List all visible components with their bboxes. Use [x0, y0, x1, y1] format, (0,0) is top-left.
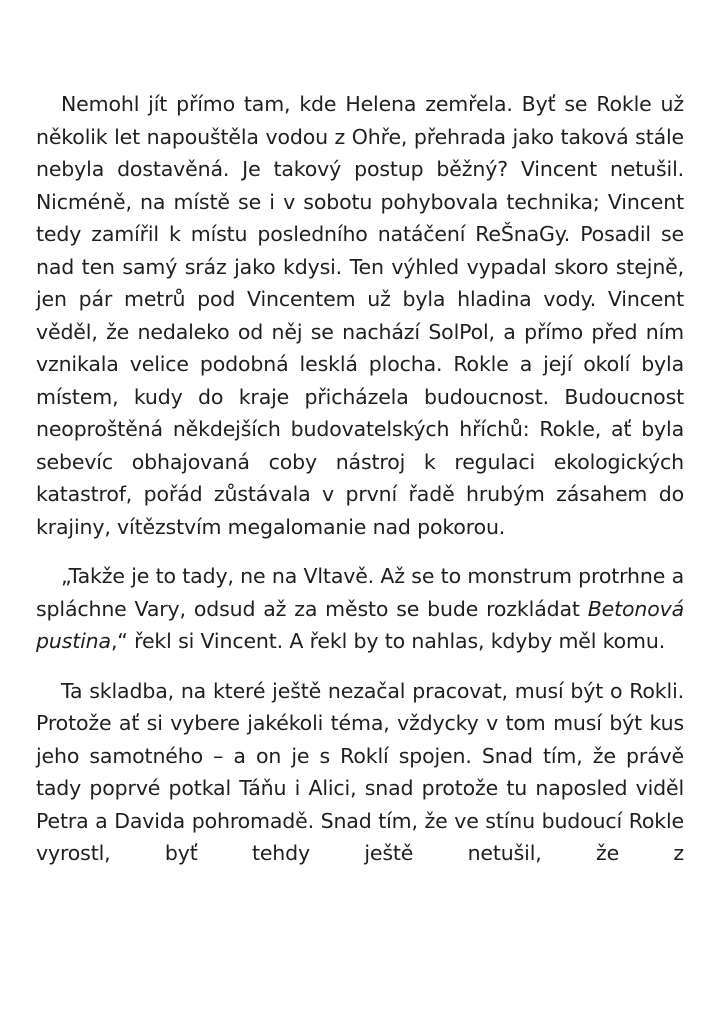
paragraph-2 [36, 560, 684, 658]
book-page [36, 88, 684, 887]
paragraph-3-text: Ta skladba, na které ještě nezačal pracovat, musí být o Rokli. Protože ať si vybere jakékoli téma, vždycky v tom musí být kus jeho samotného – a on je s Roklí spojen. Snad tím, že právě tady poprvé potkal Táňu i Alici, snad protože tu naposled viděl Petra a Davida pohromadě. Snad tím, že ve stínu budoucí Rokle vyrostl, byť tehdy ještě netušil, že z [36, 678, 684, 865]
paragraph-2-text-end: ,“ řekl si Vincent. A řekl by to nahlas, kdyby měl komu. [110, 629, 666, 653]
paragraph-2-text-start: „Takže je to tady, ne na Vltavě. Až se to monstrum protrhne a spláchne Vary, odsud až za město se bude rozkládat [36, 564, 684, 621]
paragraph-1-text: Nemohl jít přímo tam, kde Helena zemřela. Byť se Rokle už několik let napouštěla vodou z Ohře, přehrada jako taková stále nebyla dostavěná. Je takový postup běžný? Vincent netušil. Nicméně, na místě se i v sobotu pohybovala technika; Vincent tedy zamířil k místu posledního natáčení ReŠnaGy. Posadil se nad ten samý sráz jako kdysi. Ten výhled vypadal skoro stejně, jen pár metrů pod Vincentem už byla hladina vody. Vincent věděl, že nedaleko od něj se nachází SolPol, a přímo před ním vznikala velice podobná lesklá plocha. Rokle a její okolí byla místem, kudy do kraje přicházela budoucnost. Budoucnost neoproštěná někdejších budovatelských hříchů: Rokle, ať byla sebevíc obhajovaná coby nástroj k regulaci ekologických katastrof, pořád zůstávala v první řadě hrubým zásahem do krajiny, vítězstvím megalomanie nad pokorou. [36, 92, 684, 539]
paragraph-1 [36, 88, 684, 543]
italic-title: Betonová pustina [36, 596, 684, 653]
paragraph-3 [36, 675, 684, 870]
